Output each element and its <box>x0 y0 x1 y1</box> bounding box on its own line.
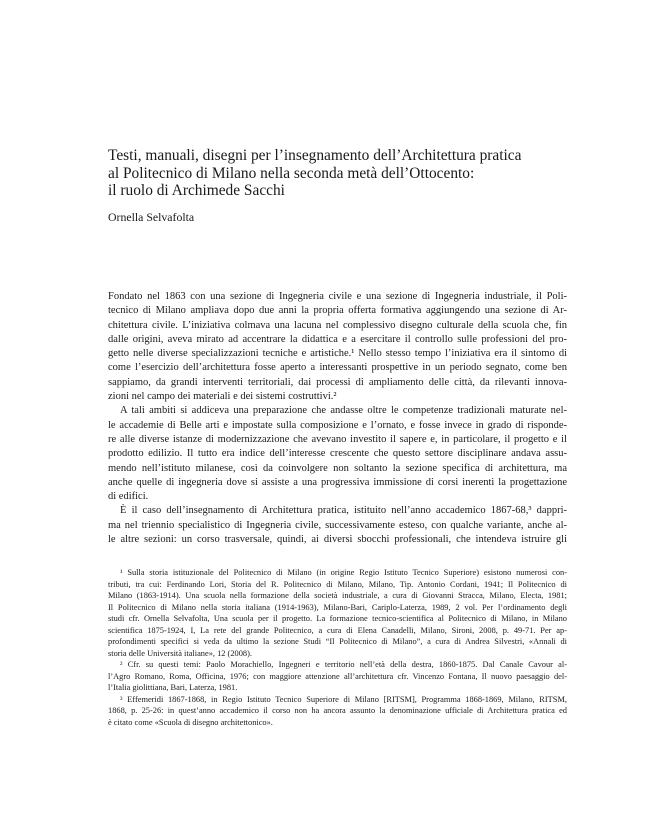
footnote-line: l’Agro Romano, Roma, Officina, 1976; con maggiore attenzione all’architettura cfr. Vincenzo Fontana, Il nuovo paesaggio del- <box>108 671 567 681</box>
footnote-line: profondimenti specifici si veda da ultimo la sezione Studi “Il Politecnico di Milano”, a cura di Andrea Silvestri, «Annali di <box>108 637 567 646</box>
body-line: le altre sezioni: un corso trasversale, quindi, ai diversi sbocchi professionali, che intendeva istruire gli <box>108 534 567 546</box>
body-line: re alle diverse istanze di modernizzazione che avevano investito il sapere e, in particolare, il progetto e il <box>108 433 567 445</box>
footnote-line: ¹ Sulla storia istituzionale del Politecnico di Milano (in origine Regio Istituto Tecnico Superiore) esistono numerosi con- <box>120 568 567 577</box>
body-line: zioni nel campo dei materiali e dei sistemi costruttivi.² <box>108 391 337 403</box>
title-line-2: al Politecnico di Milano nella seconda metà dell’Ottocento: <box>108 164 475 182</box>
article-title <box>108 147 568 200</box>
title-line-3: il ruolo di Archimede Sacchi <box>108 182 285 199</box>
author-name: Ornella Selvafolta <box>108 210 195 224</box>
footnote-line: ² Cfr. su questi temi: Paolo Morachiello, Ingegneri e territorio nell’età della destra, 1860-1875. Dal Canale Cavour al- <box>120 660 567 669</box>
body-line: le accademie di Belle arti e impostate sulla composizione e l’ornato, e fosse invece in grado di risponde- <box>108 419 567 431</box>
footnote-line: studi cfr. Ornella Selvafolta, Una scuola per il progetto. La formazione tecnico-scientifica al Politecnico di Milano, in Milano <box>108 614 567 623</box>
footnote-line: 1868, p. 25-26: in quest’anno accademico il corso non ha ancora assunto la denominazione ufficiale di Architettura pratica ed <box>108 706 567 715</box>
body-line: sappiamo, da grandi interventi territoriali, dai processi di ampliamento delle città, da rilevanti innova- <box>108 376 567 388</box>
body-line: come l’esercizio dell’architettura fosse aperto a interessanti prospettive in un periodo segnato, come ben <box>108 362 567 374</box>
footnote-line: Il Politecnico di Milano nella storia italiana (1914-1963), Milano-Bari, Cariplo-Laterza, 1989, 2 vol. Per l’ordinamento degli <box>108 602 567 612</box>
body-line: anche quelle di ingegneria dove si assiste a una progressiva immissione di corsi inerenti la progettazione <box>108 476 567 488</box>
footnotes <box>108 567 567 728</box>
footnote-line: tributi, tra cui: Ferdinando Lori, Storia del R. Politecnico di Milano, Milano, Tip. Antonio Cordani, 1941; Il Politecnico di <box>108 579 567 589</box>
footnote-line: scientifica 1875-1924, I, La rete del grande Politecnico, a cura di Elena Canadelli, Milano, Sironi, 2008, p. 49-71. Per ap- <box>108 625 567 635</box>
footnote-line: storia delle Università italiane», 12 (2008). <box>108 648 252 658</box>
body-line: mendo nell’istituto milanese, così da coinvolgere non soltanto la sezione specifica di architettura, ma <box>108 462 567 474</box>
footnote-line: Milano (1863-1914). Una scuola nella formazione della società industriale, a cura di Giovanni Stracca, Milano, Electa, 1981; <box>108 591 567 600</box>
body-line: È il caso dell’insegnamento di Architettura pratica, istituito nell’anno accademico 1867-68,³ dappri- <box>120 505 567 517</box>
body-line: tecnico di Milano ampliava dopo due anni la propria offerta formativa aggiungendo una sezione di Ar- <box>108 305 567 317</box>
body-line: di edifici. <box>108 491 149 503</box>
title-line-1: Testi, manuali, disegni per l’insegnamento dell’Architettura pratica <box>108 147 522 164</box>
body-line: Fondato nel 1863 con una sezione di Ingegneria civile e una sezione di Ingegneria industriale, il Poli- <box>108 291 567 302</box>
footnote-line: l’Italia giolittiana, Bari, Laterza, 1981. <box>108 683 238 692</box>
body-line: prodotto edilizio. Il tutto era indice dell’interesse crescente che questo settore disciplinare andava assu- <box>108 448 567 460</box>
body-line: A tali ambiti si addiceva una preparazione che andasse oltre le competenze tradizionali maturate nel- <box>120 405 567 417</box>
body-line: getto nelle diverse specializzazioni tecniche e artistiche.¹ Nello stesso tempo l’iniziativa era il sintomo di <box>108 348 567 360</box>
footnote-line: è citato come «Scuola di disegno architettonico». <box>108 717 273 727</box>
body-line: chitettura civile. L’iniziativa colmava una lacuna nel complessivo disegno culturale della scuola che, fin <box>108 319 567 331</box>
body-text <box>108 290 567 547</box>
footnote-line: ³ Effemeridi 1867-1868, in Regio Istituto Tecnico Superiore di Milano [RITSM], Programma 1868-1869, Milano, RITSM, <box>120 694 567 704</box>
body-line: ma nel triennio specialistico di Ingegneria civile, successivamente esteso, con qualche variante, anche al- <box>108 519 567 531</box>
body-line: dalle origini, aveva mirato ad accentrare la didattica e a esercitare il controllo sulle professioni del pro- <box>108 333 567 345</box>
